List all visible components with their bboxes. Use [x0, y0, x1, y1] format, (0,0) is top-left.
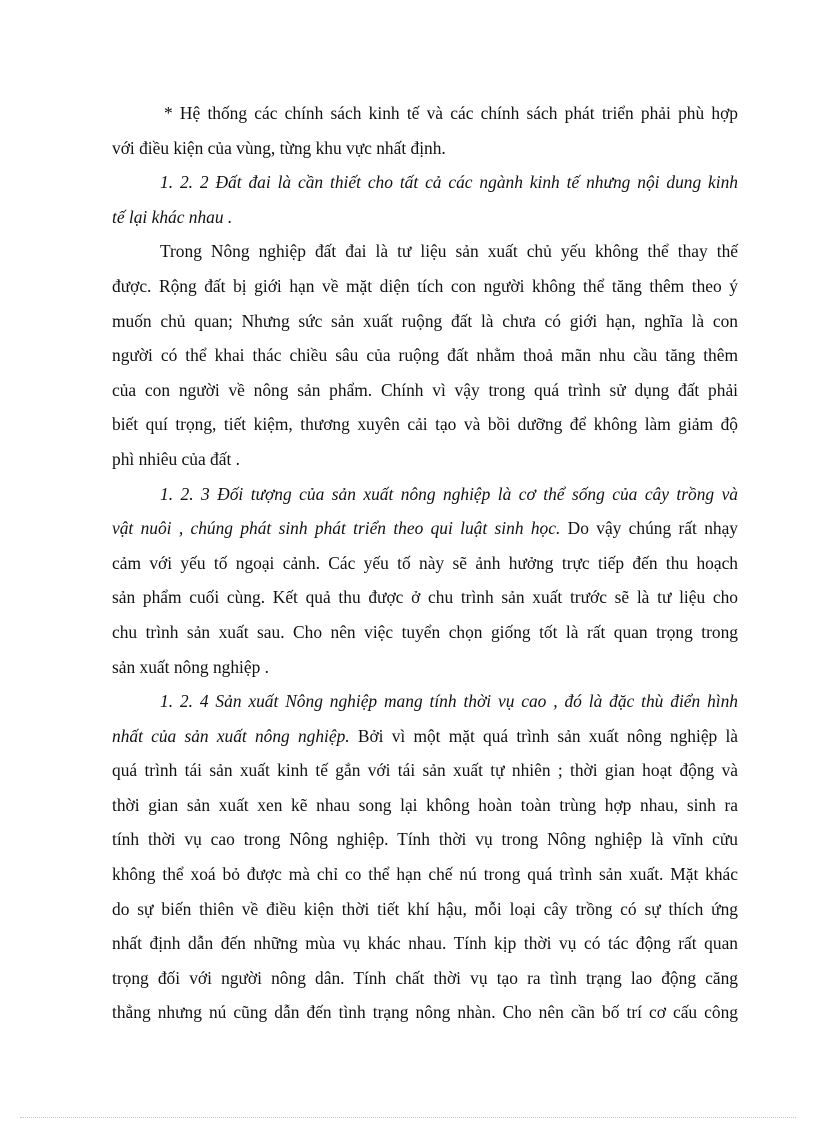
- document-body: [112, 96, 738, 1030]
- text-line: 1. 2. 3 Đối tượng của sản xuất nông nghiệp là cơ thể sống của cây trồng và: [160, 483, 738, 504]
- text-line: [112, 511, 738, 546]
- paragraph-1-2-3: [112, 477, 738, 685]
- text-line: thời gian sản xuất xen kẽ nhau song lại không hoàn toàn trùng hợp nhau, sinh ra: [112, 794, 738, 815]
- text-line: cảm với yếu tố ngoại cảnh. Các yếu tố này sẽ ảnh hưởng trực tiếp đến thu hoạch: [112, 552, 738, 573]
- text-line: sản xuất nông nghiệp .: [112, 656, 269, 677]
- text-line: tế lại khác nhau .: [112, 206, 233, 227]
- text-line: sản phẩm cuối cùng. Kết quả thu được ở chu trình sản xuất trước sẽ là tư liệu cho: [112, 587, 738, 608]
- text-line: do sự biến thiên về điều kiện thời tiết khí hậu, mỗi loại cây trồng có sự thích ứng: [112, 898, 738, 919]
- text-line: 1. 2. 4 Sản xuất Nông nghiệp mang tính thời vụ cao , đó là đặc thù điển hình: [160, 691, 738, 712]
- paragraph-land: [112, 234, 738, 476]
- section-heading-1-2-2: [112, 165, 738, 234]
- text-line: 1. 2. 2 Đất đai là cần thiết cho tất cả các ngành kinh tế nhưng nội dung kinh: [160, 172, 738, 193]
- text-line: không thể xoá bỏ được mà chỉ co thể hạn chế nú trong quá trình sản xuất. Mặt khác: [112, 864, 738, 885]
- text-line: của con người về nông sản phẩm. Chính vì vậy trong quá trình sử dụng đất phải: [112, 379, 738, 400]
- text-line: muốn chủ quan; Nhưng sức sản xuất ruộng đất là chưa có giới hạn, nghĩa là con: [112, 310, 738, 331]
- text-line: [112, 719, 738, 754]
- paragraph-policy-note: [112, 96, 738, 165]
- page-bottom-divider: [20, 1117, 796, 1118]
- section-heading-1-2-4-tail: nhất của sản xuất nông nghiệp.: [112, 725, 350, 746]
- text-line: quá trình tái sản xuất kinh tế gắn với tái sản xuất tự nhiên ; thời gian hoạt động và: [112, 760, 738, 781]
- text-line: chu trình sản xuất sau. Cho nên việc tuyển chọn giống tốt là rất quan trọng trong: [112, 621, 738, 642]
- text-line: thẳng nhưng nú cũng dẫn đến tình trạng nông nhàn. Cho nên cần bố trí cơ cấu công: [112, 1002, 738, 1023]
- text-line: nhất định dẫn đến những mùa vụ khác nhau. Tính kịp thời vụ có tác động rất quan: [112, 933, 738, 954]
- text-line: trọng đối với người nông dân. Tính chất thời vụ tạo ra tình trạng lao động căng: [112, 967, 738, 988]
- text-line: với điều kiện của vùng, từng khu vực nhất định.: [112, 137, 446, 158]
- paragraph-1-2-4: [112, 684, 738, 1030]
- text-run: Bởi vì một mặt quá trình sản xuất nông nghiệp là: [349, 725, 739, 746]
- text-line: Trong Nông nghiệp đất đai là tư liệu sản xuất chủ yếu không thể thay thế: [160, 241, 738, 262]
- text-run: Do vậy chúng rất nhạy: [560, 518, 738, 539]
- section-heading-1-2-3-tail: vật nuôi , chúng phát sinh phát triển theo qui luật sinh học.: [112, 518, 561, 539]
- text-line: người có thể khai thác chiều sâu của ruộng đất nhằm thoả mãn nhu cầu tăng thêm: [112, 345, 738, 366]
- text-line: tính thời vụ cao trong Nông nghiệp. Tính thời vụ trong Nông nghiệp là vĩnh cửu: [112, 829, 738, 850]
- text-line: được. Rộng đất bị giới hạn về mặt diện tích con người không thể tăng thêm theo ý: [112, 275, 738, 296]
- text-line: * Hệ thống các chính sách kinh tế và các chính sách phát triển phải phù hợp: [164, 103, 738, 123]
- text-line: phì nhiêu của đất .: [112, 448, 240, 469]
- text-line: biết quí trọng, tiết kiệm, thương xuyên cải tạo và bồi dưỡng để không làm giảm độ: [112, 414, 738, 435]
